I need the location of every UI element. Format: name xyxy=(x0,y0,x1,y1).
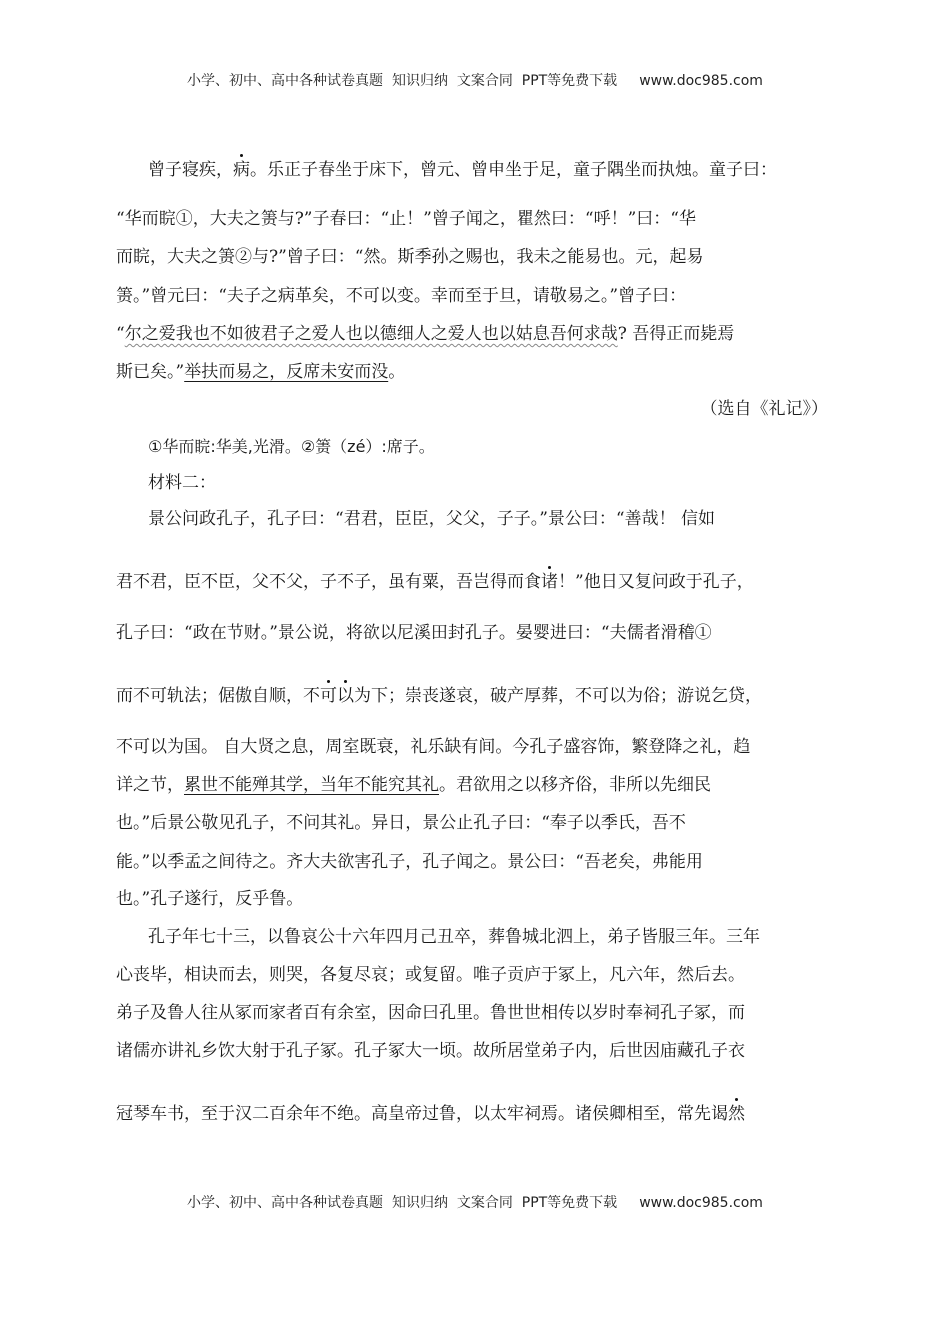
m2-line-4 xyxy=(116,685,762,707)
underlined-text: 举扶而易之，反席未安而没 xyxy=(184,362,389,382)
page-footer xyxy=(0,1192,950,1212)
p1-line-4: 箦。”曾元曰：“夫子之病革矣，不可以变。幸而至于旦，请敬易之。”曾子曰： xyxy=(116,286,687,306)
dotted-char: 以 xyxy=(337,686,354,706)
text: 斯已矣。” xyxy=(116,362,185,382)
footer-url[interactable]: www.doc985.com xyxy=(639,1195,763,1211)
p3-line-3: 弟子及鲁人往从冢而家者百有余室，因命曰孔里。鲁世世相传以岁时奉祠孔子冢，而 xyxy=(116,1003,745,1023)
m2-line-3: 孔子曰：“政在节财。”景公说，将欲以尼溪田封孔子。晏婴进曰：“夫儒者滑稽① xyxy=(116,623,712,643)
text: ? 吾得正而毙焉 xyxy=(617,324,735,344)
footer-text: 小学、初中、高中各种试卷真题 知识归纳 文案合同 PPT等免费下载 xyxy=(187,1195,618,1211)
text: 为下；崇丧遂哀，破产厚葬，不可以为俗；游说乞贷， xyxy=(354,686,762,706)
m2-line-8: 能。”以季孟之间待之。齐大夫欲害孔子，孔子闻之。景公曰：“吾老矣，弗能用 xyxy=(116,852,703,872)
text: 详之节， xyxy=(116,775,184,795)
header-text: 小学、初中、高中各种试卷真题 知识归纳 文案合同 PPT等免费下载 xyxy=(187,73,618,89)
m2-line-9: 也。”孔子遂行，反乎鲁。 xyxy=(116,889,304,909)
page-header xyxy=(0,70,950,90)
p1-line-1 xyxy=(148,159,777,181)
source-citation: （选自《礼记》） xyxy=(700,399,828,419)
text: 。乐正子春坐于床下，曾元、曾申坐于足，童子隅坐而执烛。童子曰： xyxy=(250,160,777,180)
m2-line-2 xyxy=(116,571,754,593)
dotted-char: 可 xyxy=(320,686,337,706)
p1-line-6 xyxy=(116,361,405,383)
text: 君不君，臣不臣，父不父，子不子，虽有粟，吾岂得而食 xyxy=(116,572,541,592)
text: 而不可轨法；倨傲自顺，不 xyxy=(116,686,320,706)
underlined-text: 累世不能殚其学，当年不能究其礼 xyxy=(184,775,439,795)
header-url[interactable]: www.doc985.com xyxy=(639,73,763,89)
m2-line-5: 不可以为国。 自大贤之息，周室既衰，礼乐缺有间。今孔子盛容饰，繁登降之礼，趋 xyxy=(116,737,751,757)
dotted-char: 诸 xyxy=(541,572,558,592)
p1-line-5 xyxy=(116,323,734,345)
m2-line-1: 景公问政孔子，孔子曰：“君君，臣臣，父父，子子。”景公曰：“善哉！ 信如 xyxy=(148,509,715,529)
text: “ xyxy=(116,324,125,344)
text: 曾子寝疾， xyxy=(148,160,233,180)
m2-line-6 xyxy=(116,774,711,796)
footnotes: ①华而睆:华美,光滑。②箦（zé）:席子。 xyxy=(148,437,435,456)
dotted-char: 然 xyxy=(728,1104,745,1124)
text: ！”他日又复问政于孔子， xyxy=(558,572,754,592)
text: 冠琴车书，至于汉二百余年不绝。高皇帝过鲁，以太牢祠焉。诸侯卿相至，常先谒 xyxy=(116,1104,728,1124)
dotted-char: 病 xyxy=(233,160,250,180)
p3-line-4: 诸儒亦讲礼乡饮大射于孔子冢。孔子冢大一顷。故所居堂弟子内，后世因庙藏孔子衣 xyxy=(116,1041,745,1061)
p3-line-1: 孔子年七十三，以鲁哀公十六年四月己丑卒，葬鲁城北泗上，弟子皆服三年。三年 xyxy=(148,927,760,947)
p3-line-5 xyxy=(116,1103,745,1125)
m2-line-7: 也。”后景公敬见孔子，不问其礼。异日，景公止孔子曰：“奉子以季氏，吾不 xyxy=(116,813,686,833)
material-2-title: 材料二： xyxy=(148,473,216,493)
p1-line-2: “华而睆①，大夫之箦与?”子春曰：“止！”曾子闻之，瞿然曰：“呼！”曰：“华 xyxy=(116,209,696,229)
wavy-underlined-text: 尔之爱我也不如彼君子之爱人也以德细人之爱人也以姑息吾何求哉 xyxy=(124,324,618,344)
text: 。 xyxy=(388,362,406,382)
p1-line-3: 而睆，大夫之箦②与?”曾子曰：“然。斯季孙之赐也，我未之能易也。元，起易 xyxy=(116,247,704,267)
text: 。君欲用之以移齐俗，非所以先细民 xyxy=(439,775,711,795)
p3-line-2: 心丧毕，相诀而去，则哭，各复尽哀；或复留。唯子贡庐于冢上，凡六年，然后去。 xyxy=(116,965,745,985)
